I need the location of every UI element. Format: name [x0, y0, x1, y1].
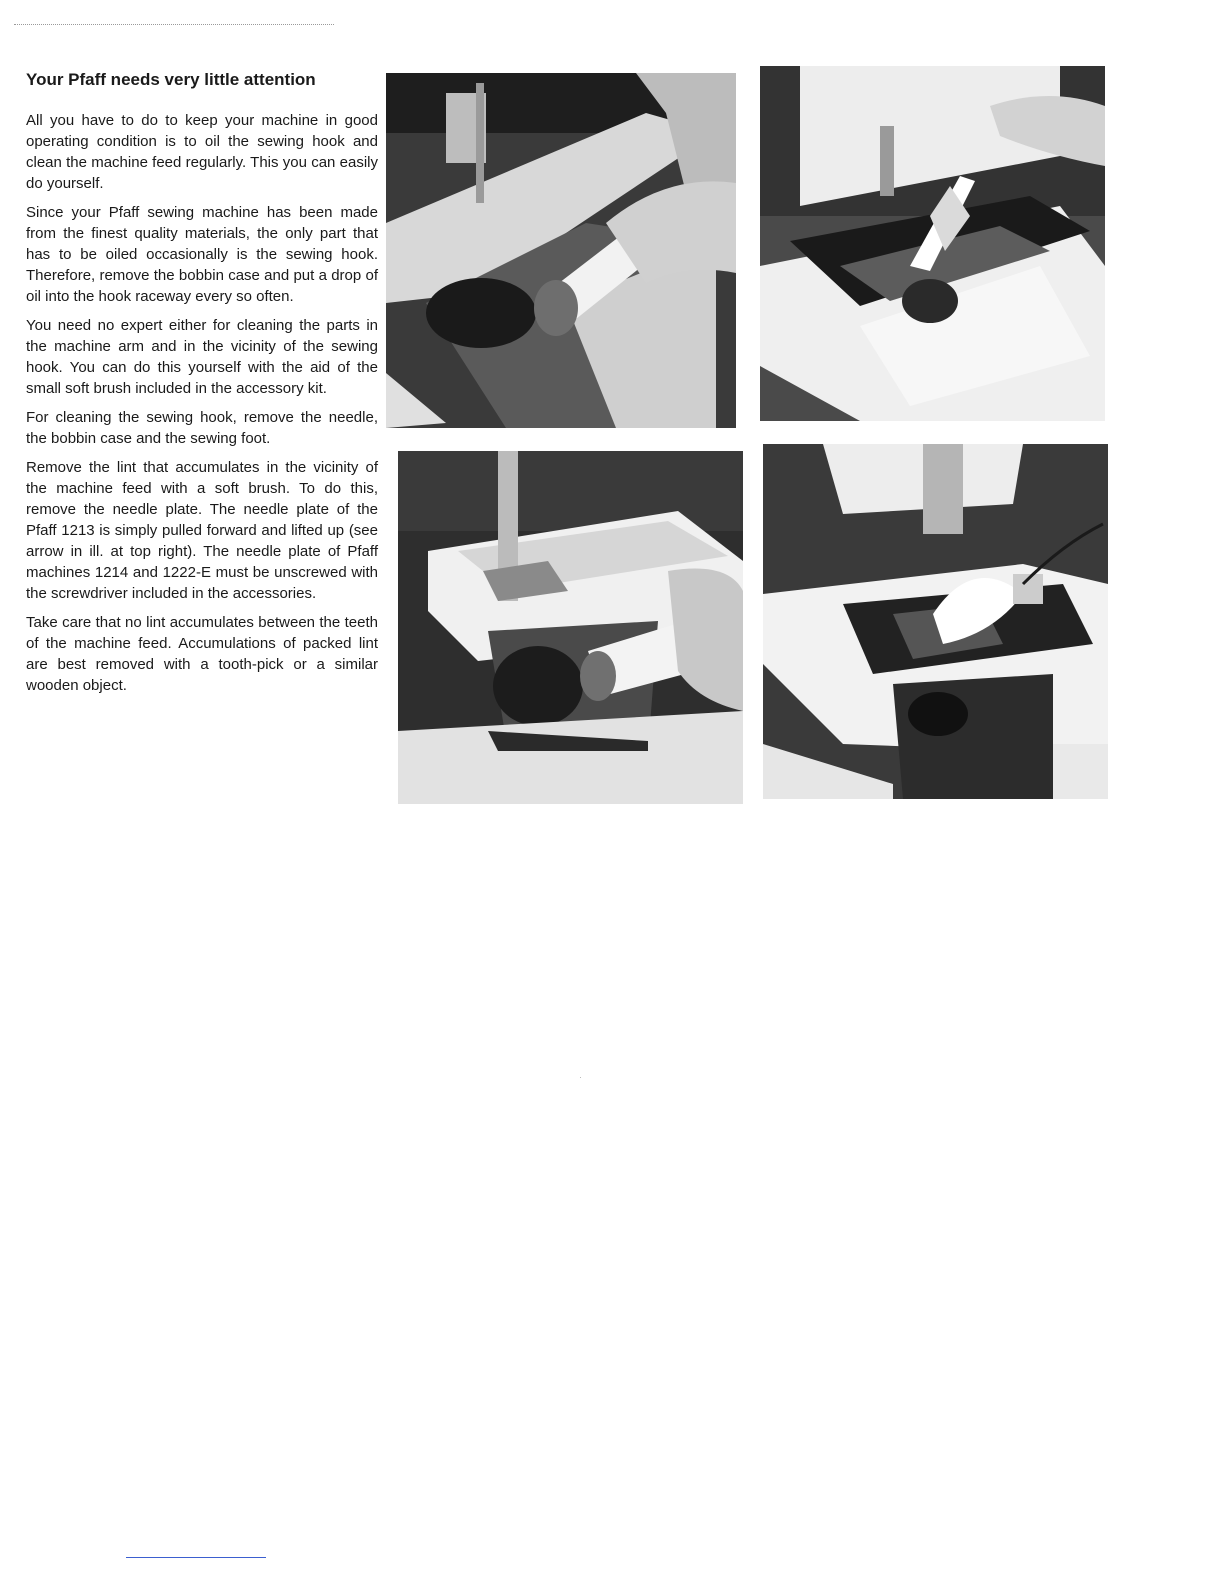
paragraph-3: You need no expert either for cleaning the parts in the machine arm and in the vicinity of the sewing hook. You can do this yourself with the aid of the small soft brush included in the accessory kit.: [26, 317, 378, 398]
scan-speck: [580, 1077, 581, 1078]
section-heading: Your Pfaff needs very little attention: [26, 70, 316, 89]
top-dotted-rule: [14, 24, 334, 25]
bottom-blue-line: [126, 1557, 266, 1558]
paragraph-4: For cleaning the sewing hook, remove the needle, the bobbin case and the sewing foot.: [26, 409, 378, 448]
photo-brush-needle-plate-top-right: [760, 66, 1105, 421]
photo-brush-feed-bottom-right: [763, 444, 1108, 799]
paragraph-1: All you have to do to keep your machine in good operating condition is to oil the sewing hook and clean the machine feed regularly. This you can easily do yourself.: [26, 112, 378, 193]
paragraph-2: Since your Pfaff sewing machine has been made from the finest quality materials, the only part that has to be oiled occasionally is the sewing hook. Therefore, remove the bobbin case and put a drop of oil into the hook raceway every so often.: [26, 204, 378, 306]
text-column: [26, 70, 378, 704]
paragraph-6: Take care that no lint accumulates between the teeth of the machine feed. Accumulations of packed lint are best removed with a tooth-pick or a similar wooden object.: [26, 614, 378, 695]
photo-oiling-hook-bottom-left: [398, 451, 743, 804]
paragraph-5: Remove the lint that accumulates in the vicinity of the machine feed with a soft brush. To do this, remove the needle plate. The needle plate of the Pfaff 1213 is simply pulled forward and lifted up (see arrow in ill. at top right). The needle plate of Pfaff machines 1214 and 1222-E must be unscrewed with the screwdriver included in the accessories.: [26, 459, 378, 603]
photo-oiling-hook-top-left: [386, 73, 736, 428]
